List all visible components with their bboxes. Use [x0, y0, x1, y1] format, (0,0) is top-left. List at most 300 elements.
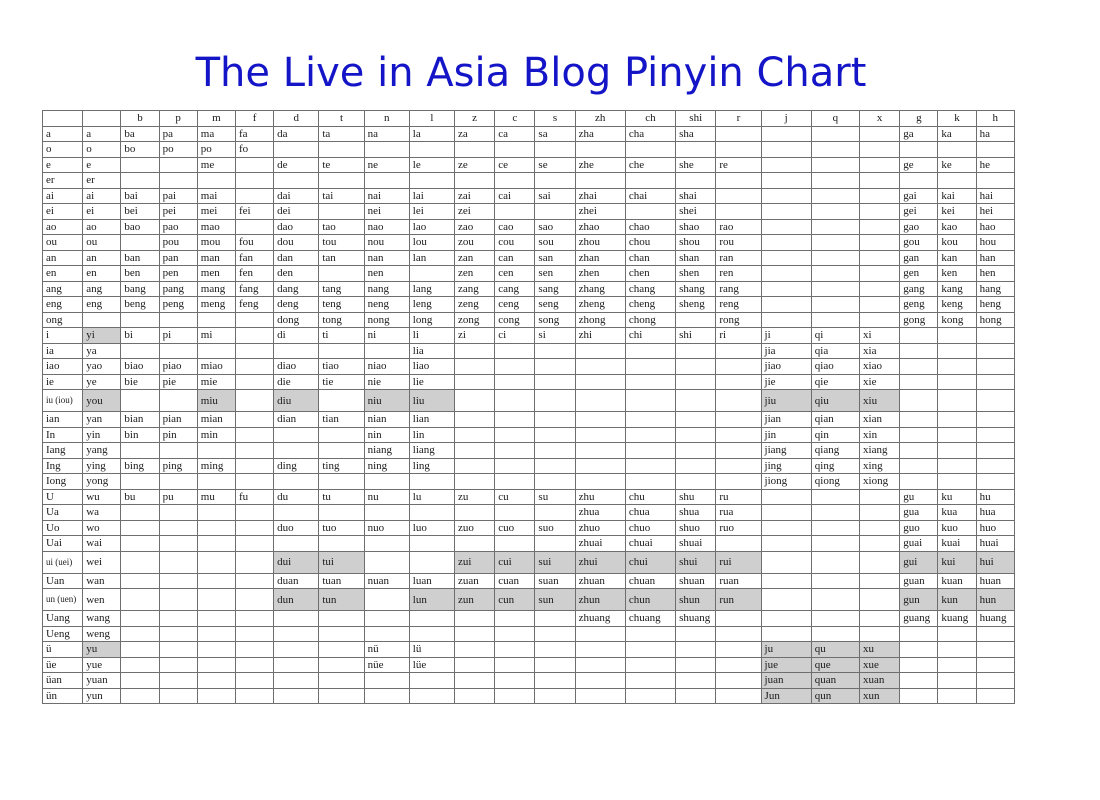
final-label-cell: eng	[43, 297, 83, 313]
syllable-cell: tan	[319, 250, 364, 266]
syllable-cell: zu	[455, 489, 495, 505]
syllable-cell	[625, 204, 675, 220]
syllable-cell	[625, 343, 675, 359]
syllable-cell: xiong	[860, 474, 900, 490]
syllable-cell	[121, 626, 159, 642]
syllable-cell	[121, 673, 159, 689]
syllable-cell	[495, 474, 535, 490]
syllable-cell	[575, 173, 625, 189]
syllable-cell: cun	[495, 589, 535, 611]
syllable-cell	[495, 412, 535, 428]
syllable-cell: zhei	[575, 204, 625, 220]
syllable-cell: keng	[938, 297, 976, 313]
syllable-cell	[159, 312, 197, 328]
syllable-cell: quan	[811, 673, 859, 689]
syllable-cell	[761, 266, 811, 282]
syllable-cell	[235, 343, 273, 359]
syllable-cell	[860, 250, 900, 266]
syllable-cell: ruan	[716, 573, 761, 589]
syllable-cell: mao	[197, 219, 235, 235]
syllable-cell: che	[625, 157, 675, 173]
syllable-cell: zui	[455, 551, 495, 573]
syllable-cell: sao	[535, 219, 575, 235]
syllable-cell	[716, 343, 761, 359]
syllable-cell	[676, 173, 716, 189]
table-row	[43, 281, 1015, 297]
syllable-cell: shen	[676, 266, 716, 282]
syllable-cell: fo	[235, 142, 273, 158]
final-label-cell: en	[43, 266, 83, 282]
syllable-cell: qia	[811, 343, 859, 359]
syllable-cell: liu	[409, 390, 454, 412]
syllable-cell: he	[976, 157, 1014, 173]
syllable-cell: nen	[364, 266, 409, 282]
syllable-cell: shou	[676, 235, 716, 251]
syllable-cell	[811, 589, 859, 611]
table-row	[43, 611, 1015, 627]
syllable-cell	[976, 427, 1014, 443]
syllable-cell	[575, 458, 625, 474]
syllable-cell: ke	[938, 157, 976, 173]
syllable-cell	[364, 142, 409, 158]
syllable-cell: geng	[900, 297, 938, 313]
syllable-cell	[121, 611, 159, 627]
syllable-cell	[625, 412, 675, 428]
syllable-cell: hu	[976, 489, 1014, 505]
syllable-cell	[575, 427, 625, 443]
syllable-cell: ping	[159, 458, 197, 474]
syllable-cell: er	[83, 173, 121, 189]
syllable-cell: qun	[811, 688, 859, 704]
syllable-cell: cu	[495, 489, 535, 505]
syllable-cell	[535, 142, 575, 158]
syllable-cell	[535, 611, 575, 627]
syllable-cell: ka	[938, 126, 976, 142]
table-body	[43, 126, 1015, 704]
syllable-cell	[274, 474, 319, 490]
syllable-cell	[900, 343, 938, 359]
syllable-cell	[274, 688, 319, 704]
syllable-cell	[900, 474, 938, 490]
syllable-cell	[938, 142, 976, 158]
syllable-cell: bei	[121, 204, 159, 220]
syllable-cell	[455, 412, 495, 428]
final-label-cell: ü	[43, 642, 83, 658]
table-row	[43, 250, 1015, 266]
syllable-cell	[811, 235, 859, 251]
syllable-cell	[938, 374, 976, 390]
syllable-cell: bao	[121, 219, 159, 235]
syllable-cell: teng	[319, 297, 364, 313]
syllable-cell: tie	[319, 374, 364, 390]
syllable-cell: ni	[364, 328, 409, 344]
syllable-cell: den	[274, 266, 319, 282]
syllable-cell	[860, 536, 900, 552]
syllable-cell	[121, 157, 159, 173]
syllable-cell	[495, 688, 535, 704]
syllable-cell	[455, 374, 495, 390]
syllable-cell: huo	[976, 520, 1014, 536]
final-label-cell: ai	[43, 188, 83, 204]
syllable-cell: zhun	[575, 589, 625, 611]
syllable-cell	[535, 673, 575, 689]
syllable-cell	[625, 458, 675, 474]
syllable-cell: leng	[409, 297, 454, 313]
syllable-cell: tou	[319, 235, 364, 251]
syllable-cell	[235, 642, 273, 658]
syllable-cell	[938, 642, 976, 658]
syllable-cell: zhe	[575, 157, 625, 173]
syllable-cell: yang	[83, 443, 121, 459]
syllable-cell	[811, 505, 859, 521]
syllable-cell: shui	[676, 551, 716, 573]
syllable-cell	[811, 250, 859, 266]
syllable-cell	[364, 343, 409, 359]
syllable-cell: ca	[495, 126, 535, 142]
syllable-cell	[535, 505, 575, 521]
syllable-cell: guang	[900, 611, 938, 627]
syllable-cell: neng	[364, 297, 409, 313]
syllable-cell	[811, 157, 859, 173]
syllable-cell	[860, 573, 900, 589]
syllable-cell: piao	[159, 359, 197, 375]
syllable-cell: zao	[455, 219, 495, 235]
syllable-cell	[197, 520, 235, 536]
syllable-cell: gua	[900, 505, 938, 521]
initial-header-cell	[83, 111, 121, 127]
syllable-cell	[197, 673, 235, 689]
syllable-cell: po	[197, 142, 235, 158]
syllable-cell: chuai	[625, 536, 675, 552]
syllable-cell: she	[676, 157, 716, 173]
syllable-cell: sheng	[676, 297, 716, 313]
syllable-cell: lao	[409, 219, 454, 235]
syllable-cell	[575, 626, 625, 642]
syllable-cell: qian	[811, 412, 859, 428]
syllable-cell	[900, 374, 938, 390]
syllable-cell	[976, 443, 1014, 459]
syllable-cell	[495, 390, 535, 412]
syllable-cell: kuang	[938, 611, 976, 627]
syllable-cell	[319, 204, 364, 220]
syllable-cell: ning	[364, 458, 409, 474]
syllable-cell	[761, 204, 811, 220]
syllable-cell	[364, 505, 409, 521]
syllable-cell	[900, 642, 938, 658]
syllable-cell	[159, 505, 197, 521]
syllable-cell	[535, 642, 575, 658]
syllable-cell	[938, 390, 976, 412]
table-row	[43, 173, 1015, 189]
syllable-cell	[535, 657, 575, 673]
syllable-cell: pai	[159, 188, 197, 204]
final-label-cell: iu (iou)	[43, 390, 83, 412]
syllable-cell: ceng	[495, 297, 535, 313]
syllable-cell: nei	[364, 204, 409, 220]
syllable-cell: xiao	[860, 359, 900, 375]
syllable-cell: wen	[83, 589, 121, 611]
syllable-cell: xia	[860, 343, 900, 359]
syllable-cell: nang	[364, 281, 409, 297]
syllable-cell: you	[83, 390, 121, 412]
syllable-cell: hei	[976, 204, 1014, 220]
syllable-cell	[625, 626, 675, 642]
syllable-cell	[976, 688, 1014, 704]
syllable-cell: tuan	[319, 573, 364, 589]
syllable-cell	[860, 188, 900, 204]
syllable-cell: ang	[83, 281, 121, 297]
syllable-cell: ma	[197, 126, 235, 142]
syllable-cell: song	[535, 312, 575, 328]
syllable-cell: zhua	[575, 505, 625, 521]
syllable-cell	[495, 626, 535, 642]
syllable-cell: ren	[716, 266, 761, 282]
syllable-cell: tang	[319, 281, 364, 297]
syllable-cell: ye	[83, 374, 121, 390]
syllable-cell	[319, 142, 364, 158]
syllable-cell	[319, 642, 364, 658]
syllable-cell: dai	[274, 188, 319, 204]
syllable-cell: diao	[274, 359, 319, 375]
syllable-cell	[716, 443, 761, 459]
initial-header-cell: q	[811, 111, 859, 127]
syllable-cell: pao	[159, 219, 197, 235]
syllable-cell: cang	[495, 281, 535, 297]
syllable-cell: miao	[197, 359, 235, 375]
syllable-cell: xuan	[860, 673, 900, 689]
syllable-cell	[575, 474, 625, 490]
syllable-cell: dan	[274, 250, 319, 266]
syllable-cell	[860, 219, 900, 235]
syllable-cell	[860, 126, 900, 142]
syllable-cell	[121, 173, 159, 189]
syllable-cell	[860, 505, 900, 521]
syllable-cell	[495, 204, 535, 220]
syllable-cell	[197, 551, 235, 573]
syllable-cell: jiong	[761, 474, 811, 490]
syllable-cell: qu	[811, 642, 859, 658]
syllable-cell	[811, 219, 859, 235]
syllable-cell	[676, 390, 716, 412]
table-row	[43, 188, 1015, 204]
syllable-cell	[676, 458, 716, 474]
syllable-cell	[625, 374, 675, 390]
syllable-cell: bu	[121, 489, 159, 505]
syllable-cell: jing	[761, 458, 811, 474]
syllable-cell: shei	[676, 204, 716, 220]
syllable-cell: pou	[159, 235, 197, 251]
syllable-cell	[455, 390, 495, 412]
syllable-cell: ze	[455, 157, 495, 173]
syllable-cell: se	[535, 157, 575, 173]
final-label-cell: Uang	[43, 611, 83, 627]
syllable-cell	[811, 173, 859, 189]
syllable-cell: xiang	[860, 443, 900, 459]
syllable-cell: shi	[676, 328, 716, 344]
syllable-cell: rou	[716, 235, 761, 251]
syllable-cell	[159, 536, 197, 552]
syllable-cell	[575, 359, 625, 375]
syllable-cell	[625, 657, 675, 673]
syllable-cell: que	[811, 657, 859, 673]
syllable-cell: chuang	[625, 611, 675, 627]
syllable-cell: zhi	[575, 328, 625, 344]
syllable-cell	[716, 458, 761, 474]
syllable-cell: ling	[409, 458, 454, 474]
syllable-cell	[716, 173, 761, 189]
syllable-cell: chen	[625, 266, 675, 282]
syllable-cell	[860, 266, 900, 282]
syllable-cell	[976, 343, 1014, 359]
syllable-cell: shuai	[676, 536, 716, 552]
syllable-cell: lü	[409, 642, 454, 658]
syllable-cell	[676, 412, 716, 428]
initial-header-cell: g	[900, 111, 938, 127]
syllable-cell: ri	[716, 328, 761, 344]
syllable-cell	[159, 551, 197, 573]
syllable-cell	[535, 173, 575, 189]
syllable-cell	[159, 390, 197, 412]
syllable-cell: hong	[976, 312, 1014, 328]
syllable-cell	[535, 390, 575, 412]
syllable-cell: ta	[319, 126, 364, 142]
syllable-cell	[121, 642, 159, 658]
final-label-cell: Iong	[43, 474, 83, 490]
syllable-cell: fou	[235, 235, 273, 251]
syllable-cell	[159, 474, 197, 490]
syllable-cell: diu	[274, 390, 319, 412]
syllable-cell: duo	[274, 520, 319, 536]
syllable-cell: suo	[535, 520, 575, 536]
syllable-cell: shun	[676, 589, 716, 611]
syllable-cell: du	[274, 489, 319, 505]
syllable-cell: kei	[938, 204, 976, 220]
syllable-cell	[761, 536, 811, 552]
syllable-cell: niao	[364, 359, 409, 375]
syllable-cell: le	[409, 157, 454, 173]
syllable-cell: shan	[676, 250, 716, 266]
syllable-cell	[716, 673, 761, 689]
syllable-cell	[625, 359, 675, 375]
syllable-cell	[495, 611, 535, 627]
syllable-cell: hen	[976, 266, 1014, 282]
syllable-cell	[860, 611, 900, 627]
syllable-cell	[409, 673, 454, 689]
syllable-cell	[716, 126, 761, 142]
syllable-cell	[235, 573, 273, 589]
syllable-cell	[676, 642, 716, 658]
syllable-cell	[860, 297, 900, 313]
table-row	[43, 328, 1015, 344]
syllable-cell	[811, 573, 859, 589]
syllable-cell: huai	[976, 536, 1014, 552]
syllable-cell	[976, 374, 1014, 390]
syllable-cell	[535, 359, 575, 375]
syllable-cell	[159, 520, 197, 536]
syllable-cell	[976, 173, 1014, 189]
syllable-cell: ya	[83, 343, 121, 359]
syllable-cell	[976, 359, 1014, 375]
syllable-cell	[938, 427, 976, 443]
syllable-cell: pei	[159, 204, 197, 220]
syllable-cell	[900, 328, 938, 344]
syllable-cell: meng	[197, 297, 235, 313]
syllable-cell	[409, 142, 454, 158]
syllable-cell: ge	[900, 157, 938, 173]
syllable-cell	[455, 474, 495, 490]
syllable-cell: pi	[159, 328, 197, 344]
syllable-cell: tao	[319, 219, 364, 235]
syllable-cell	[761, 142, 811, 158]
syllable-cell: zheng	[575, 297, 625, 313]
syllable-cell: kou	[938, 235, 976, 251]
final-label-cell: un (uen)	[43, 589, 83, 611]
syllable-cell	[274, 173, 319, 189]
syllable-cell	[319, 626, 364, 642]
syllable-cell	[159, 642, 197, 658]
syllable-cell: seng	[535, 297, 575, 313]
syllable-cell	[535, 374, 575, 390]
syllable-cell: sui	[535, 551, 575, 573]
syllable-cell: cong	[495, 312, 535, 328]
syllable-cell: ting	[319, 458, 364, 474]
syllable-cell	[811, 312, 859, 328]
syllable-cell: dong	[274, 312, 319, 328]
final-label-cell: üan	[43, 673, 83, 689]
table-row	[43, 626, 1015, 642]
syllable-cell: qiao	[811, 359, 859, 375]
syllable-cell: shang	[676, 281, 716, 297]
syllable-cell: yong	[83, 474, 121, 490]
syllable-cell	[495, 642, 535, 658]
syllable-cell: ju	[761, 642, 811, 658]
syllable-cell	[811, 188, 859, 204]
syllable-cell	[575, 688, 625, 704]
syllable-cell	[235, 443, 273, 459]
syllable-cell	[495, 374, 535, 390]
syllable-cell: zen	[455, 266, 495, 282]
syllable-cell	[811, 281, 859, 297]
syllable-cell: zhui	[575, 551, 625, 573]
final-label-cell: Uan	[43, 573, 83, 589]
syllable-cell: zhuan	[575, 573, 625, 589]
syllable-cell	[121, 657, 159, 673]
syllable-cell: bo	[121, 142, 159, 158]
syllable-cell	[197, 443, 235, 459]
syllable-cell	[235, 626, 273, 642]
syllable-cell: wa	[83, 505, 121, 521]
syllable-cell: jue	[761, 657, 811, 673]
table-row	[43, 390, 1015, 412]
syllable-cell: e	[83, 157, 121, 173]
initial-header-cell: m	[197, 111, 235, 127]
syllable-cell	[535, 688, 575, 704]
syllable-cell	[716, 474, 761, 490]
syllable-cell: wei	[83, 551, 121, 573]
initial-header-cell: z	[455, 111, 495, 127]
syllable-cell: zhen	[575, 266, 625, 282]
syllable-cell: min	[197, 427, 235, 443]
syllable-cell: bin	[121, 427, 159, 443]
syllable-cell	[235, 427, 273, 443]
syllable-cell: ran	[716, 250, 761, 266]
syllable-cell	[716, 204, 761, 220]
syllable-cell	[235, 474, 273, 490]
syllable-cell: reng	[716, 297, 761, 313]
syllable-cell: da	[274, 126, 319, 142]
syllable-cell: zai	[455, 188, 495, 204]
syllable-cell	[121, 343, 159, 359]
